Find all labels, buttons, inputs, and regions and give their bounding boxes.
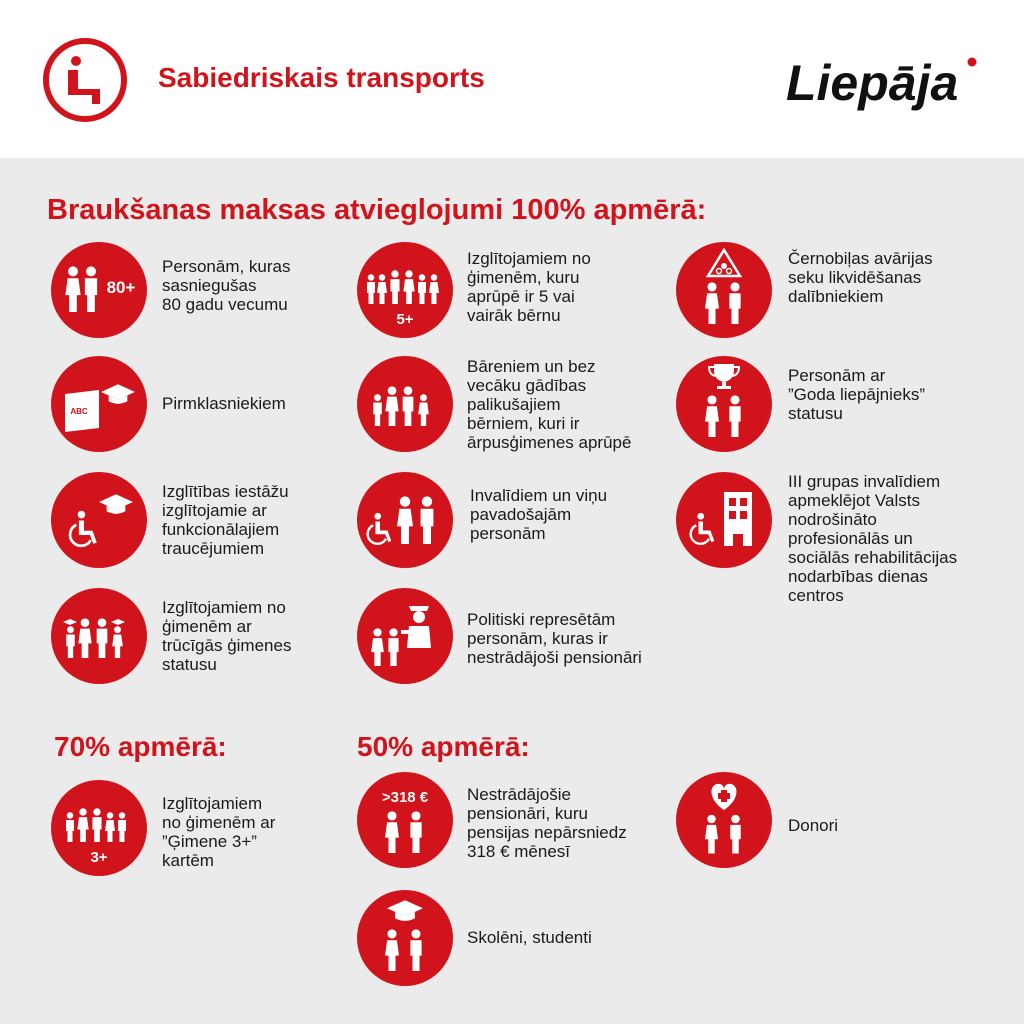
item-label: Personām ar ”Goda liepājnieks” statusu [788,366,926,423]
item-label: Personām, kuras sasniegušas 80 gadu vecumu [162,257,291,314]
orphans-icon [357,356,453,452]
item-label: Invalīdiem un viņu pavadošajām personām [470,486,608,543]
disabled-student-icon [51,472,147,568]
seat-icon [42,37,128,123]
item-label: Donori [788,816,839,835]
header [0,0,1024,158]
donor-icon [676,772,772,868]
first-grade-icon [51,356,147,452]
students-icon [357,890,453,986]
liepaja-logo [784,48,984,118]
disabled-companion-icon [357,472,453,568]
item-label: Černobiļas avārijas seku likvidēšanas dalībniekiem [788,249,933,306]
item-label: Izglītojamiem no ģimenēm, kuru aprūpē ir 5 vai vairāk bērnu [467,249,591,325]
svg-text:ABC: ABC [70,407,88,416]
repressed-icon [357,588,453,684]
family-card-icon [51,780,147,876]
item-label: Nestrādājošie pensionāri, kuru pensijas nepārsniedz 318 € mēnesī [467,785,627,861]
seniors-80-icon [51,242,147,338]
item-label: Politiski represētām personām, kuras ir nestrādājoši pensionāri [467,610,642,667]
item-label: Bāreniem un bez vecāku gādības palikušajiem bērniem, kuri ir ārpusģimenes aprūpē [467,357,632,452]
item-label: Pirmklasniekiem [162,394,286,413]
chernobyl-icon [676,242,772,338]
large-family-icon [357,242,453,338]
low-income-family-icon [51,588,147,684]
disabled-rehab-icon [676,472,772,568]
svg-text:>318 €: >318 € [381,789,429,806]
svg-text:3+: 3+ [90,849,108,866]
section-title-50: 50% apmērā: [357,731,530,762]
item-label: III grupas invalīdiem apmeklējot Valsts nodrošināto profesionālās un sociālās rehabilitācijas nodarbības dienas centros [788,472,958,605]
item-label: Izglītības iestāžu izglītojamie ar funkcionālajiem traucējumiem [162,482,289,558]
svg-text:5+: 5+ [396,311,414,328]
pension-318-icon [357,772,453,868]
section-title-70: 70% apmērā: [54,731,227,762]
item-label: Izglītojamiem no ģimenēm ar ”Ģimene 3+” kartēm [162,794,276,870]
header-title: Sabiedriskais transports [158,62,485,93]
item-label: Skolēni, studenti [467,928,592,947]
section-title-100: Braukšanas maksas atvieglojumi 100% apmērā: [47,194,707,226]
svg-text:Liepāja: Liepāja [786,55,959,111]
honor-trophy-icon [676,356,772,452]
item-label: Izglītojamiem no ģimenēm ar trūcīgās ģimenes statusu [162,598,292,674]
svg-text:80+: 80+ [106,278,136,297]
